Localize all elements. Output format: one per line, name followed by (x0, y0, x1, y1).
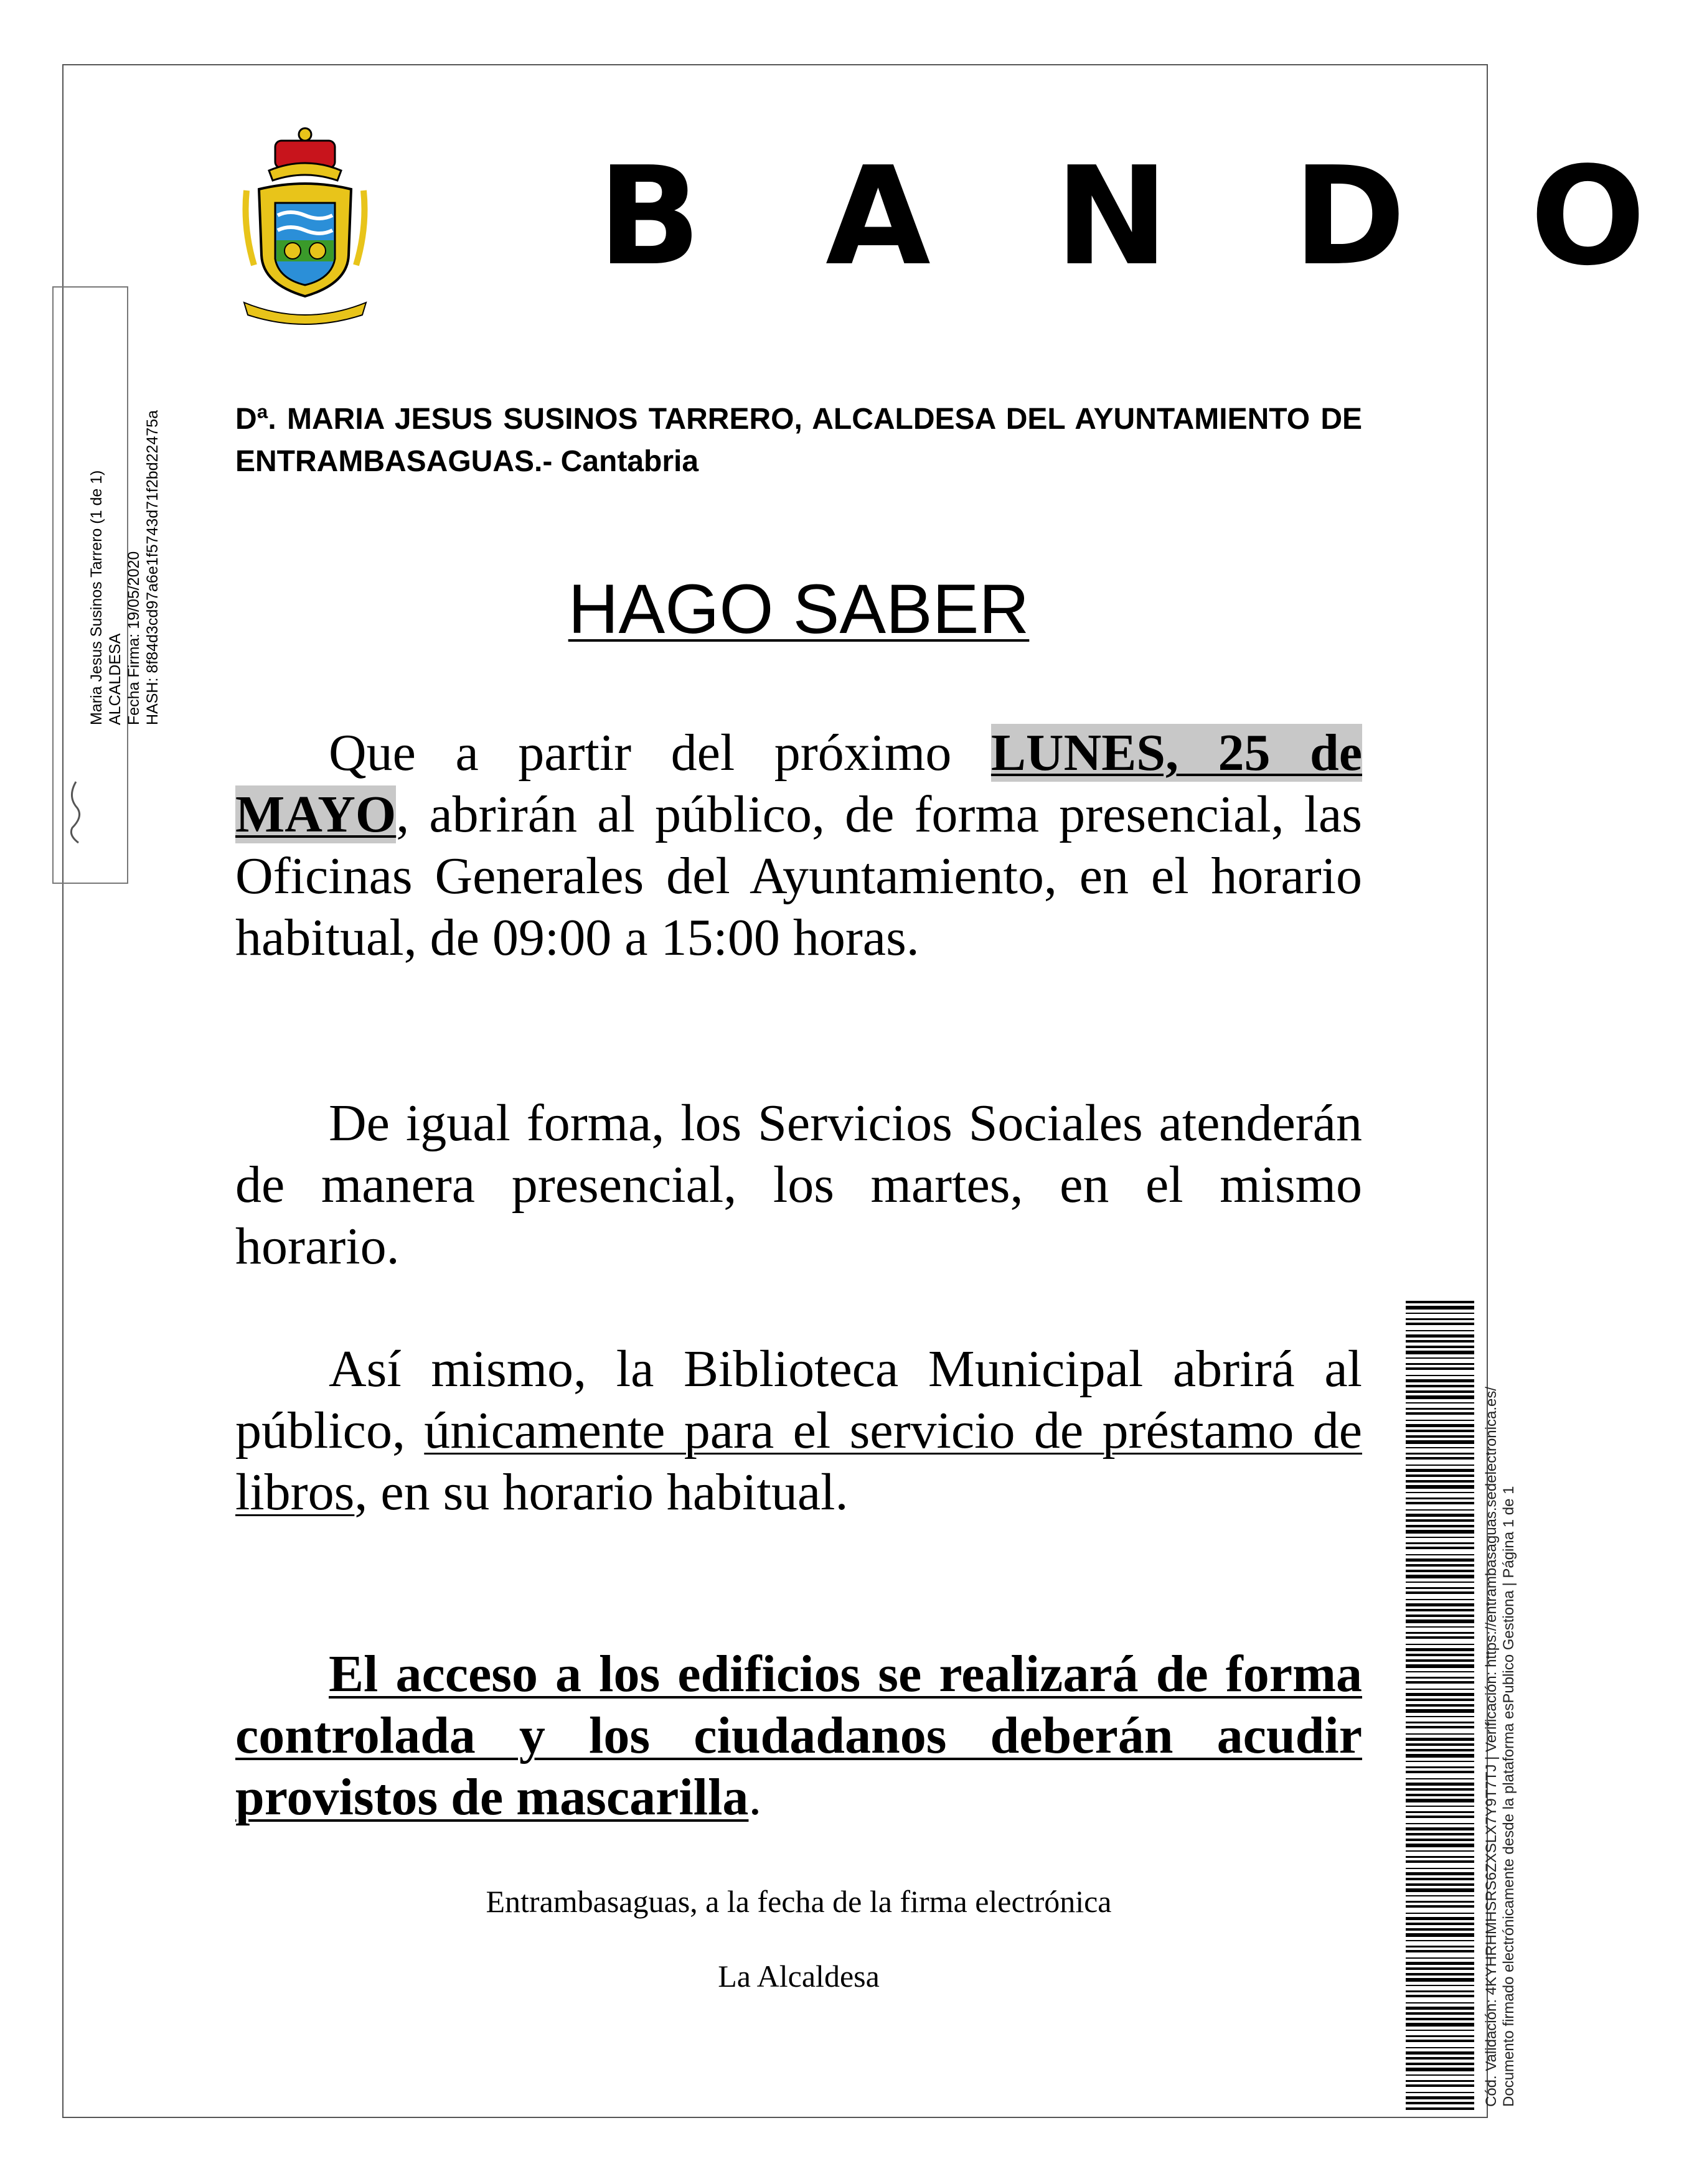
paragraph1-intro: Que a partir del próximo (329, 724, 991, 782)
signature-hash: HASH: 8f84d3cd97a6e1f5743d71f2bd22475a (144, 410, 161, 725)
paragraph-social-services: De igual forma, los Servicios Sociales atenderán de manera presencial, los martes, en el mismo horario. (235, 1094, 1362, 1275)
library-loan-underlined: únicamente para el servicio de préstamo de libros (235, 1402, 1362, 1521)
validation-barcode-icon (1406, 1301, 1474, 2110)
paragraph3-end: , en su horario habitual. (354, 1463, 849, 1521)
reopening-date-highlight: LUNES, 25 de MAYO (235, 724, 1362, 843)
municipal-crest-icon (232, 116, 379, 327)
document-title: B A N D O (598, 138, 1684, 296)
hago-saber-heading (235, 568, 1362, 651)
paragraph1-body: , abrirán al público, de forma presencial, las Oficinas Generales del Ayuntamiento, en el horario habitual, de 09:00 a 15:00 horas. (235, 785, 1362, 967)
hago-saber-text: HAGO SABER (568, 570, 1030, 648)
mask-requirement-bold: El acceso a los edificios se realizará de forma controlada y los ciudadanos deberán acudir provistos de mascarilla (235, 1645, 1362, 1826)
paragraph3-intro: Así mismo, la Biblioteca Municipal abrirá al público, (235, 1340, 1362, 1460)
signature-details (87, 103, 162, 725)
signer-role: ALCALDESA (106, 633, 124, 725)
signature-title: La Alcaldesa (718, 1959, 880, 1994)
issuer-heading: Dª. MARIA JESUS SUSINOS TARRERO, ALCALDESA DEL AYUNTAMIENTO DE ENTRAMBASAGUAS.- Cantabria (235, 403, 1362, 478)
signer-name: Maria Jesus Susinos Tarrero (1 de 1) (88, 470, 105, 725)
signature-date: Fecha Firma: 19/05/2020 (125, 551, 143, 725)
platform-notice: Documento firmado electrónicamente desde la plataforma esPublico Gestiona | Página 1 de 1 (1500, 1486, 1517, 2107)
paragraph-office-hours (235, 722, 1362, 968)
validation-footer (1483, 1235, 1533, 2107)
handwritten-signature-icon (62, 778, 87, 846)
paragraph-library (235, 1338, 1362, 1523)
paragraph-access-rules (235, 1643, 1362, 1828)
validation-code: Cód. Validación: 4KYHRHMHSRS6ZXSLX7Y9T7TJ | Verificación: https://entrambasaguas.sedelectronica.es/ (1483, 1386, 1500, 2107)
paragraph4-end: . (748, 1768, 762, 1826)
place-date-line: Entrambasaguas, a la fecha de la firma electrónica (486, 1884, 1112, 1919)
